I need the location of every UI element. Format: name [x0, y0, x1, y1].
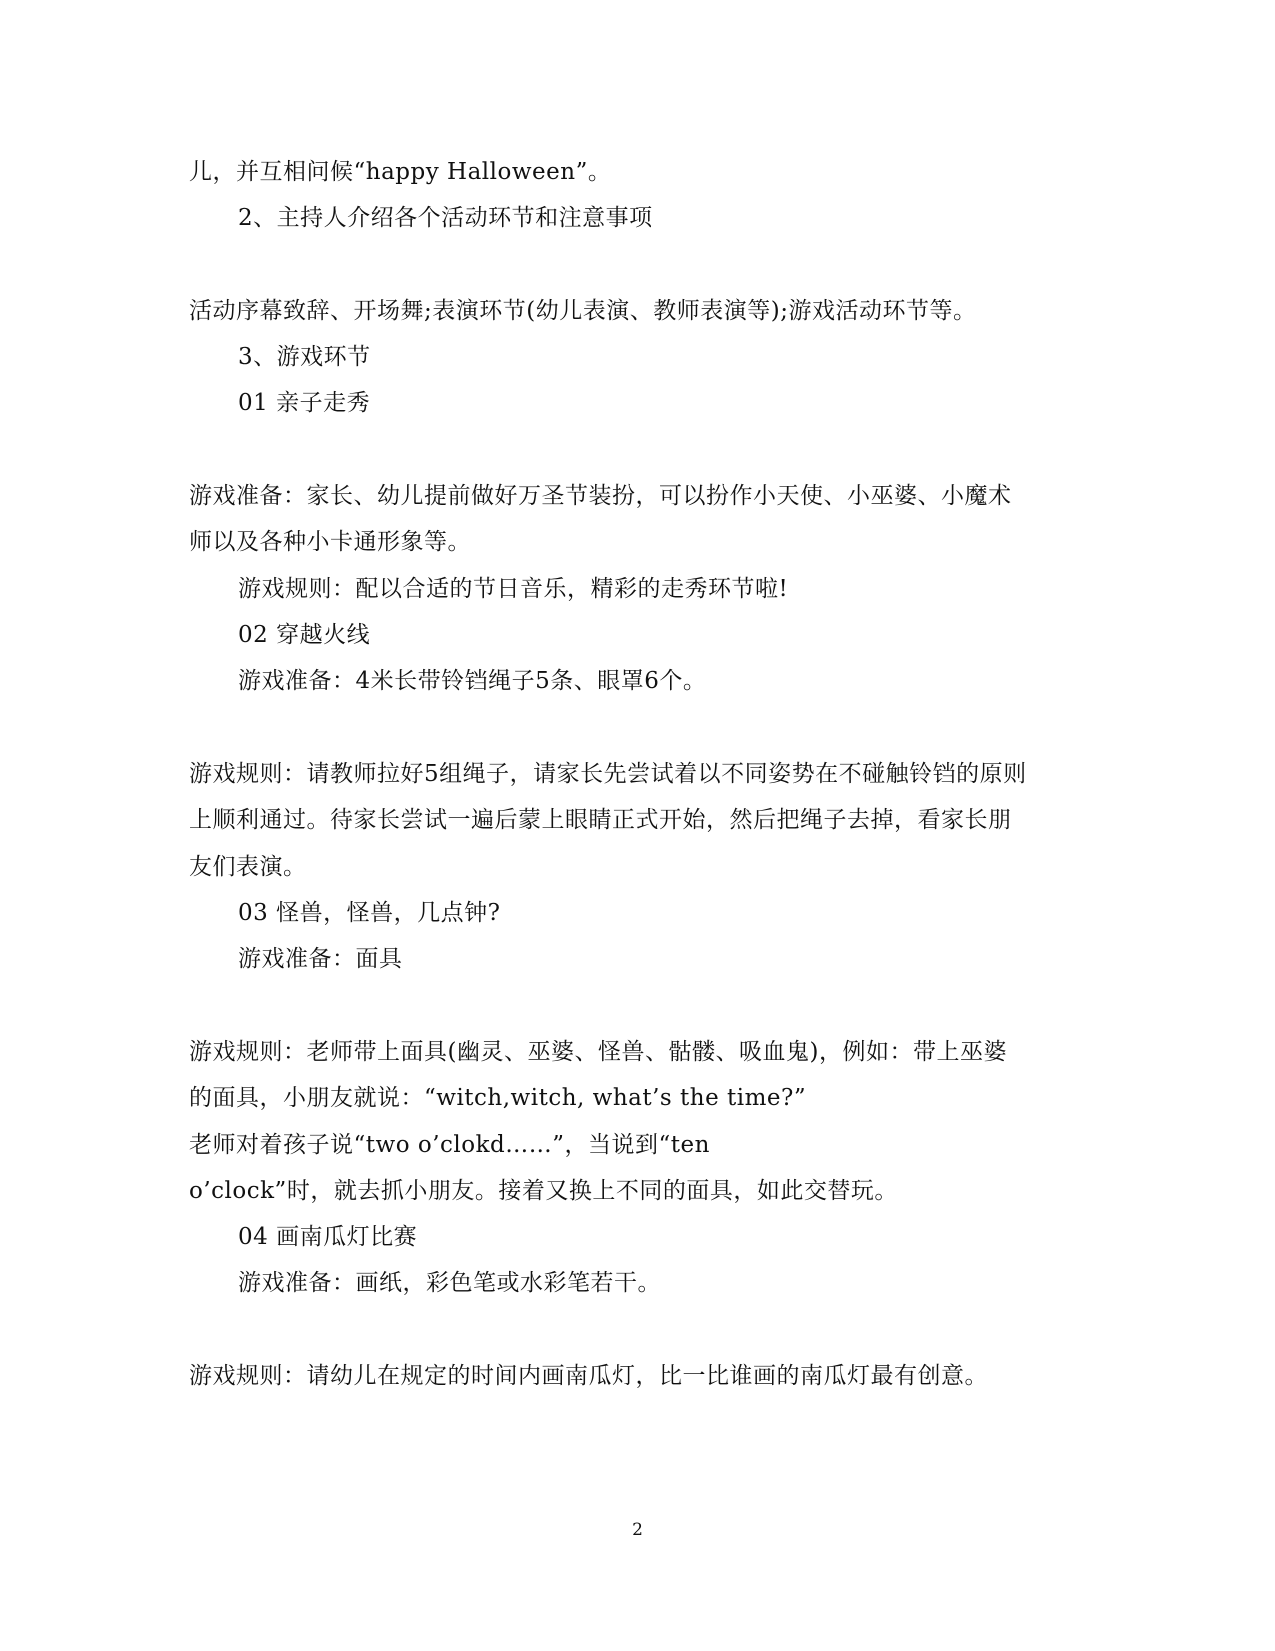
- text-line: 3、游戏环节: [238, 344, 371, 370]
- text-line: 游戏准备：家长、幼儿提前做好万圣节装扮，可以扮作小天使、小巫婆、小魔术: [189, 483, 1012, 509]
- text-line: 友们表演。: [189, 854, 307, 880]
- text-line: 01 亲子走秀: [238, 390, 371, 416]
- text-line: 游戏准备：画纸，彩色笔或水彩笔若干。: [238, 1270, 661, 1296]
- page-number: 2: [632, 1520, 643, 1540]
- text-line: o’clock”时，就去抓小朋友。接着又换上不同的面具，如此交替玩。: [189, 1178, 898, 1204]
- text-line: 活动序幕致辞、开场舞;表演环节(幼儿表演、教师表演等);游戏活动环节等。: [189, 298, 977, 324]
- text-line: 游戏规则：请幼儿在规定的时间内画南瓜灯，比一比谁画的南瓜灯最有创意。: [189, 1363, 988, 1389]
- text-line: 游戏规则：请教师拉好5组绳子，请家长先尝试着以不同姿势在不碰触铃铛的原则: [189, 761, 1027, 787]
- text-line: 老师对着孩子说“two o’clokd……”，当说到“ten: [189, 1132, 710, 1158]
- text-line: 游戏准备：4米长带铃铛绳子5条、眼罩6个。: [238, 668, 707, 694]
- text-line: 游戏规则：老师带上面具(幽灵、巫婆、怪兽、骷髅、吸血鬼)，例如：带上巫婆: [189, 1039, 1007, 1065]
- text-line: 03 怪兽，怪兽，几点钟?: [238, 900, 501, 926]
- text-line: 04 画南瓜灯比赛: [238, 1224, 418, 1250]
- text-line: 02 穿越火线: [238, 622, 371, 648]
- text-line: 上顺利通过。待家长尝试一遍后蒙上眼睛正式开始，然后把绳子去掉，看家长朋: [189, 807, 1012, 833]
- text-line: 的面具，小朋友就说：“witch,witch, what’s the time?”: [189, 1085, 807, 1111]
- text-line: 游戏规则：配以合适的节日音乐，精彩的走秀环节啦!: [238, 576, 789, 602]
- text-line: 2、主持人介绍各个活动环节和注意事项: [238, 205, 653, 231]
- text-line: 儿，并互相问候“happy Halloween”。: [189, 159, 612, 185]
- text-line: 游戏准备：面具: [238, 946, 403, 972]
- text-line: 师以及各种小卡通形象等。: [189, 529, 471, 555]
